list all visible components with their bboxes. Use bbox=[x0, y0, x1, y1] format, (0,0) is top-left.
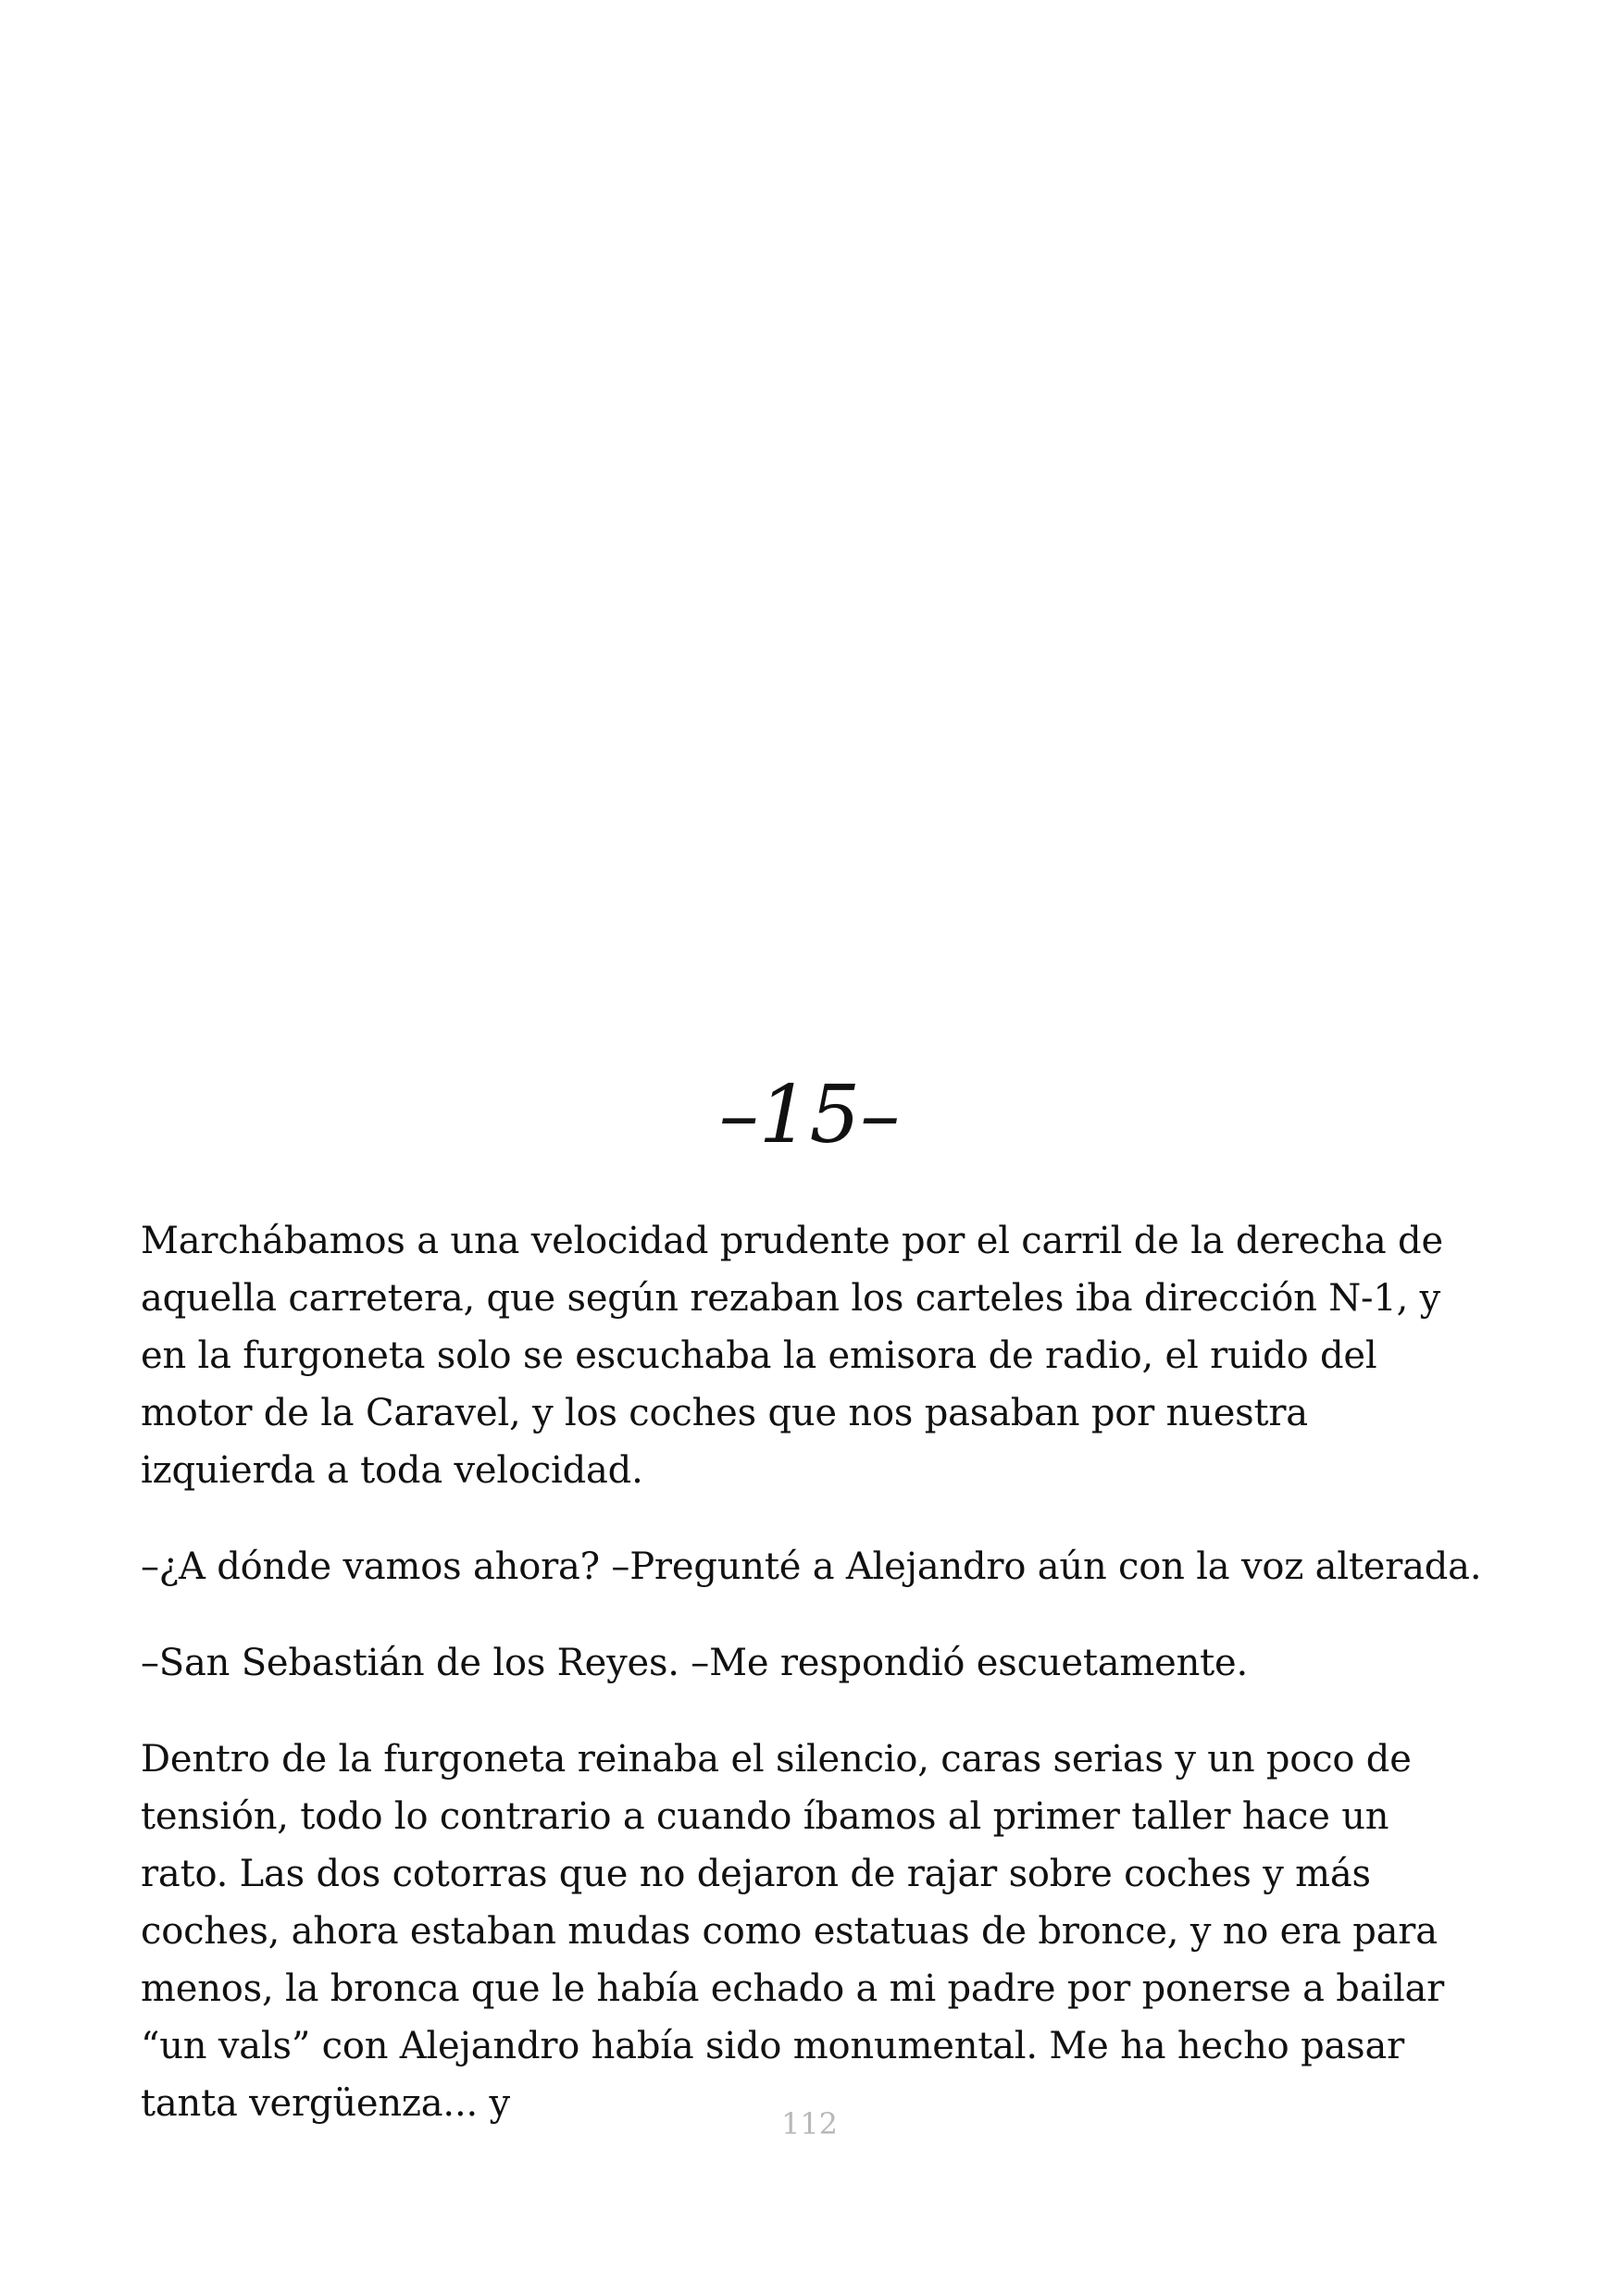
paragraph-1: Marchábamos a una velocidad prudente por el carril de la derecha de aquella carretera, que según rezaban los carteles iba dirección N-1, y en la furgoneta solo se escuchaba la emisora de radio, el ruido del motor de la Caravel, y los coches que nos pasaban por nuestra izquierda a toda velocidad. bbox=[141, 1220, 1443, 1492]
body-text bbox=[141, 1212, 1483, 2171]
paragraph-4: Dentro de la furgoneta reinaba el silencio, caras serias y un poco de tensión, todo lo contrario a cuando íbamos al primer taller hace un rato. Las dos cotorras que no dejaron de rajar sobre coches y más coches, ahora estaban mudas como estatuas de bronce, y no era para menos, la bronca que le había echado a mi padre por ponerse a bailar “un vals” con Alejandro había sido monumental. Me ha hecho pasar tanta vergüenza... y bbox=[141, 1738, 1445, 2125]
chapter-title: –15– bbox=[718, 1069, 901, 1161]
paragraph-3: –San Sebastián de los Reyes. –Me respondió escuetamente. bbox=[141, 1642, 1248, 1684]
paragraph-2: –¿A dónde vamos ahora? –Pregunté a Alejandro aún con la voz alterada. bbox=[141, 1545, 1482, 1588]
page-number: 112 bbox=[780, 2106, 839, 2141]
